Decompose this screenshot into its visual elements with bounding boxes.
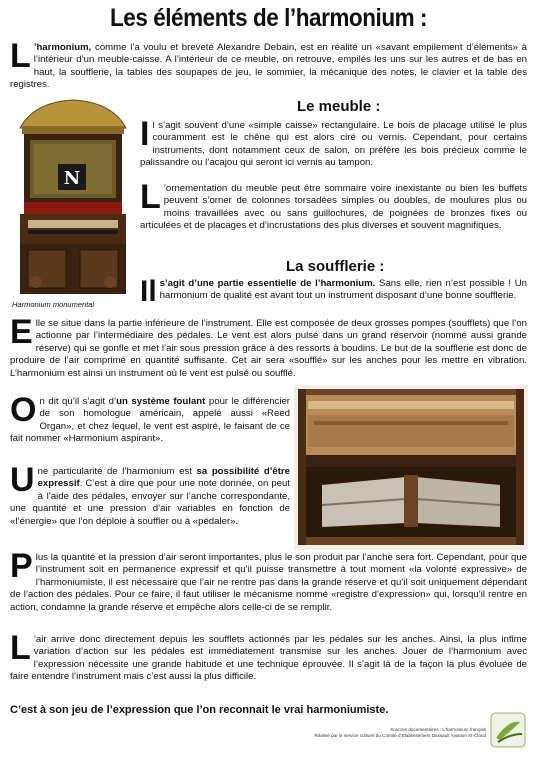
drop-cap: U (10, 461, 35, 499)
footer-sources (250, 727, 486, 739)
harmonium-illustration (14, 98, 132, 300)
drop-cap: P (10, 547, 33, 585)
ce-logo-icon (490, 712, 526, 748)
meuble-paragraph-1 (140, 115, 527, 170)
drop-cap: O (10, 391, 37, 429)
drop-cap: I (140, 115, 150, 153)
closing-statement: C’est à son jeu de l’expression que l’on reconnait le vrai harmoniumiste. (10, 704, 389, 716)
soufflerie-paragraph-2 (10, 313, 527, 380)
soufflerie-text-2: lle se situe dans la partie inférieure de l’instrument. Elle est composée de deux grosses pompes (soufflets) que l’on actionne par l’intermédiaire des pédales. Le vent est alors pulsé dans un grand réservoir (nommé aussi grande réserve) qui se gonfle et met l’air sous pression grâce à des ressorts à boudins. Le but de la soufflerie est donc de produire de l’air comprimé en quantité suffisante. Cet air sera «soufflé» sur les anches pour les mettre en vibration. L’harmonium est ainsi un instrument où le vent est pulsé ou soufflé. (10, 318, 527, 379)
footer-line-2: Réalisé par le service culturel du Comité d’Etablissement Dassault Aviation St-Cloud (314, 733, 486, 738)
meuble-text-1: l s’agit souvent d’une «simple caisse» rectangulaire. Le bois de placage utilisé le plus couramment est le chêne qui est alors ciré ou vernis. Cependant, pour certains instruments, dont notamment ceux de salon, on préfère les bois précieux comme le palissandre ou l’acajou qui seront ici vernis au tampon. (140, 120, 527, 169)
soufflerie-text-4b: . C’est à dire que pour une note donnée, on peut à l’aide des pédales, envoyer sur l’anche correspondante, une quantité et une pression d’air variables en fonction de «l’énergie» que l’on déploie à souffler ou à «pédaler». (10, 478, 290, 527)
soufflerie-text-1: Sans elle, rien n’est possible ! Un harmonium de qualité est avant tout un instrument disposant d’une bonne soufflerie. (159, 278, 528, 302)
drop-cap: Il (140, 275, 157, 308)
soufflerie-paragraph-1 (140, 275, 528, 308)
intro-text: comme l’a voulu et breveté Alexandre Debain, est en réalité un «savant empilement d’éléments» à l’intérieur d’un meuble-caisse. A l’intérieur de ce meuble, on retrouve, empilés les uns sur les autres et de bas en haut, la soufflerie, la tables des soupapes de jeu, le sommier, la mécanique des notes, le clavier et la table des registres. (10, 42, 527, 91)
soufflerie-paragraph-3 (10, 391, 290, 446)
footer-line-1: Sources documentaires : L’harmonium français (390, 727, 486, 732)
soufflerie-text-6: ’air arrive donc directement depuis les soufflets actionnés par les pédales sur les anches. Ainsi, la plus infime variation d’action sur les pédales est immédiatement transmise sur les anches. Jouer de l’harmonium avec l’expression nécessite une grande habitude et une technique éprouvée. Il s’agit là de la façon la plus évoluée de faire entendre l’instrument mais c’est aussi la plus difficile. (10, 634, 527, 683)
intro-lead: ’harmonium, (33, 42, 92, 53)
bellows-illustration (294, 385, 528, 550)
intro-paragraph (10, 37, 527, 92)
section-heading-soufflerie: La soufflerie : (286, 258, 385, 275)
soufflerie-text-5: lus la quantité et la pression d’air seront importantes, plus le son produit par l’anche sera fort. Cependant, pour que l’instrument soit en permanence expressif et qu’il puisse transmettre à tout moment «la volonté expressive» de l’harmoniumiste, il est nécessaire que l’air ne rentre pas dans la grande réserve et qu’il soit uniquement dépendant de l’action des pédales. Pour ce faire, il faut utiliser le mécanisme nommé «registre d’expression» qui, lorsqu’il rentre en action, condamne la grande réserve et empêche alors celle-ci de se remplir. (10, 552, 527, 613)
meuble-text-2: ’ornementation du meuble peut être sommaire voire inexistante ou bien les buffets peuvent s’orner de colonnes torsadées simples ou doubles, de moulures plus ou moins travaillées avec ou sans guillochures, de poignées de bronzes fixes ou articulées et de placages et d’incrustations des plus diverses et souvent magnifiques. (140, 183, 527, 232)
drop-cap: E (10, 313, 33, 351)
drop-cap: L (10, 629, 31, 667)
soufflerie-text-3b: pour le différencier de son homologue américain, appelé aussi «Reed Organ», et chez lequel, le vent est aspiré, le faisant de ce fait nommer «Harmonium aspirant». (10, 396, 290, 445)
harmonium-monumental-image (12, 98, 132, 309)
soufflerie-bold-1: s’agit d’une partie essentielle de l’harmonium. (159, 278, 376, 289)
soufflerie-bold-3: un système foulant (116, 396, 206, 407)
n-monogram: N (63, 168, 81, 189)
section-heading-meuble: Le meuble : (297, 98, 381, 115)
soufflerie-photo (294, 385, 528, 550)
meuble-paragraph-2 (140, 178, 527, 233)
soufflerie-paragraph-4 (10, 461, 290, 528)
soufflerie-paragraph-5 (10, 547, 527, 614)
drop-cap: L (140, 178, 161, 216)
drop-cap: L (10, 37, 31, 75)
soufflerie-text-3a: n dit qu’il s’agit d’ (39, 396, 117, 407)
image-caption: Harmonium monumental (12, 300, 95, 309)
soufflerie-bold-4: sa possibilité d’être expressif (37, 466, 290, 490)
soufflerie-paragraph-6 (10, 629, 527, 684)
page-title: Les éléments de l’harmonium : (109, 4, 428, 32)
soufflerie-text-4a: ne particularité de l’harmonium est (37, 466, 197, 477)
